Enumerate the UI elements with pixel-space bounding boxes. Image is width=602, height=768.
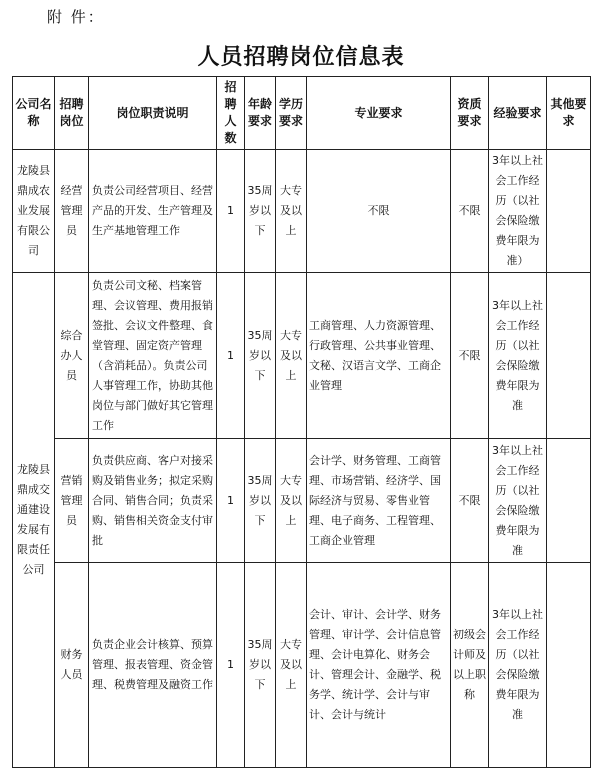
position-cell: 财务人员: [55, 563, 89, 768]
header-experience: 经验要求: [489, 77, 547, 150]
qualification-cell: 不限: [451, 150, 489, 273]
major-cell: 不限: [307, 150, 451, 273]
header-major: 专业要求: [307, 77, 451, 150]
attachment-label: 附 件：: [47, 8, 105, 26]
other-cell: [547, 439, 591, 563]
table-row: [13, 563, 591, 768]
education-cell: 大专及以上: [276, 563, 307, 768]
education-cell: 大专及以上: [276, 273, 307, 439]
count-cell: 1: [217, 563, 245, 768]
header-row: [13, 77, 591, 150]
age-cell: 35周岁以下: [245, 150, 276, 273]
count-cell: 1: [217, 439, 245, 563]
duties-cell: 负责企业会计核算、预算管理、报表管理、资金管理、税费管理及融资工作: [89, 563, 217, 768]
header-duties: 岗位职责说明: [89, 77, 217, 150]
major-cell: 工商管理、人力资源管理、行政管理、公共事业管理、文秘、汉语言文学、工商企业管理: [307, 273, 451, 439]
age-cell: 35周岁以下: [245, 563, 276, 768]
major-cell: 会计学、财务管理、工商管理、市场营销、经济学、国际经济与贸易、零售业管理、电子商务、工程管理、工商企业管理: [307, 439, 451, 563]
duties-cell: 负责公司经营项目、经营产品的开发、生产管理及生产基地管理工作: [89, 150, 217, 273]
company-cell: 龙陵县鼎成交通建设发展有限责任公司: [13, 273, 55, 768]
table-row: [13, 273, 591, 439]
position-cell: 综合办人员: [55, 273, 89, 439]
major-cell: 会计、审计、会计学、财务管理、审计学、会计信息管理、会计电算化、财务会计、管理会计、金融学、税务学、统计学、会计与审计、会计与统计: [307, 563, 451, 768]
count-cell: 1: [217, 150, 245, 273]
other-cell: [547, 150, 591, 273]
qualification-cell: 初级会计师及以上职称: [451, 563, 489, 768]
header-other: 其他要求: [547, 77, 591, 150]
header-age: 年龄要求: [245, 77, 276, 150]
education-cell: 大专及以上: [276, 439, 307, 563]
duties-cell: 负责公司文秘、档案管理、会议管理、费用报销签批、会议文件整理、食堂管理、固定资产管理（含消耗品）。负责公司人事管理工作，协助其他岗位与部门做好其它管理工作: [89, 273, 217, 439]
recruitment-table: [12, 76, 591, 768]
table-row: [13, 150, 591, 273]
header-count: 招聘人数: [217, 77, 245, 150]
count-cell: 1: [217, 273, 245, 439]
experience-cell: 3年以上社会工作经历（以社会保险缴费年限为准: [489, 273, 547, 439]
duties-cell: 负责供应商、客户对接采购及销售业务；拟定采购合同、销售合同；负责采购、销售相关资金支付审批: [89, 439, 217, 563]
company-cell: 龙陵县鼎成农业发展有限公司: [13, 150, 55, 273]
position-cell: 营销管理员: [55, 439, 89, 563]
experience-cell: 3年以上社会工作经历（以社会保险缴费年限为准: [489, 439, 547, 563]
other-cell: [547, 273, 591, 439]
header-position: 招聘岗位: [55, 77, 89, 150]
qualification-cell: 不限: [451, 439, 489, 563]
experience-cell: 3年以上社会工作经历（以社会保险缴费年限为准: [489, 563, 547, 768]
other-cell: [547, 563, 591, 768]
qualification-cell: 不限: [451, 273, 489, 439]
experience-cell: 3年以上社会工作经历（以社会保险缴费年限为准）: [489, 150, 547, 273]
header-education: 学历要求: [276, 77, 307, 150]
position-cell: 经营管理员: [55, 150, 89, 273]
age-cell: 35周岁以下: [245, 439, 276, 563]
page-title: 人员招聘岗位信息表: [197, 44, 405, 70]
header-qualification: 资质要求: [451, 77, 489, 150]
age-cell: 35周岁以下: [245, 273, 276, 439]
education-cell: 大专及以上: [276, 150, 307, 273]
table-row: [13, 439, 591, 563]
header-company: 公司名称: [13, 77, 55, 150]
